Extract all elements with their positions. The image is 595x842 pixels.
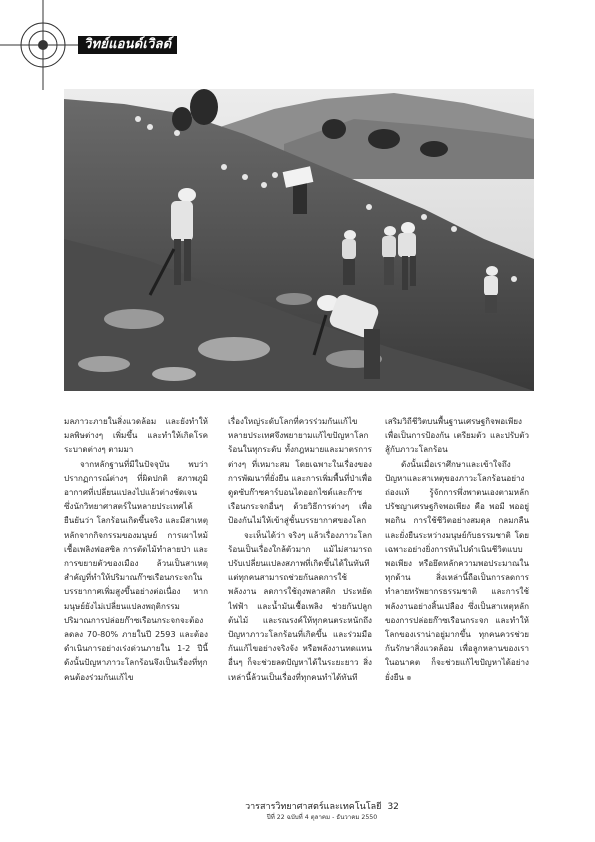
article-paragraph: จะเห็นได้ว่า จริงๆ แล้วเรื่องภาวะโลกร้อนเป็นเรื่องใกล้ตัวมาก แม้ไม่สามารถปรับเปลี่ยนแปลงสภาพที่เกิดขึ้นได้ในทันที แต่ทุกคนสามารถช่วยกันลดการใช้พลังงาน ลดการใช้ถุงพลาสติก ประหยัดไฟฟ้า และน้ำมันเชื้อเพลิง ช่วยกันปลูกต้นไม้ และรณรงค์ให้ทุกคนตระหนักถึงปัญหาภาวะโลกร้อนที่เกิดขึ้น และร่วมมือกันแก้ไขอย่างจริงจัง หรือพลังงานทดแทนอื่นๆ ก็จะช่วยลดปัญหาได้ในระยะยาว สิ่งเหล่านี้ล้วนเป็นเรื่องที่ทุกคนทำได้ทันที	[228, 529, 372, 682]
section-label: วิทย์แอนด์เวิลด์	[78, 36, 177, 54]
footer-line-1	[242, 801, 402, 813]
page-footer	[242, 801, 402, 822]
article-paragraph: จากหลักฐานที่มีในปัจจุบัน พบว่าปรากฏการณ์ต่างๆ ที่ผิดปกติ สภาพภูมิอากาศที่เปลี่ยนแปลงไปแล้วต่างชัดเจน ซึ่งนักวิทยาศาสตร์ในหลายประเทศได้ยืนยันว่า โลกร้อนเกิดขึ้นจริง และมีสาเหตุหลักจากกิจกรรมของมนุษย์ การเผาไหม้เชื้อเพลิงฟอสซิล การตัดไม้ทำลายป่า และการขยายตัวของเมือง ล้วนเป็นสาเหตุสำคัญที่ทำให้ปริมาณก๊าซเรือนกระจกในบรรยากาศเพิ่มสูงขึ้นอย่างต่อเนื่อง หากมนุษย์ยังไม่เปลี่ยนแปลงพฤติกรรม ปริมาณการปล่อยก๊าซเรือนกระจกจะต้องลดลง 70-80% ภายในปี 2593 และต้องดำเนินการอย่างเร่งด่วนภายใน 1-2 ปีนี้ ดังนั้นปัญหาภาวะโลกร้อนจึงเป็นเรื่องที่ทุกคนต้องร่วมกันแก้ไข	[64, 458, 208, 682]
magazine-name: วารสารวิทยาศาสตร์และเทคโนโลยี	[245, 802, 382, 812]
article-body	[64, 414, 534, 799]
article-paragraph: เรื่องใหญ่ระดับโลกที่ควรร่วมกันแก้ไข หลายประเทศจึงพยายามแก้ไขปัญหาโลกร้อนในทุกระดับ ทั้งกฎหมายและมาตรการต่างๆ ที่เหมาะสม โดยเฉพาะในเรื่องของการพัฒนาที่ยั่งยืน และการเพิ่มพื้นที่ป่าเพื่อดูดซับก๊าซคาร์บอนไดออกไซด์และก๊าซเรือนกระจกอื่นๆ ด้วยวิธีการต่างๆ เพื่อป้องกันไม่ให้เข้าสู่ชั้นบรรยากาศของโลก	[228, 416, 372, 526]
article-paragraph: ดังนั้นเมื่อเราศึกษาและเข้าใจถึงปัญหาและสาเหตุของภาวะโลกร้อนอย่างถ่องแท้ รู้จักการพึ่งพาตนเองตามหลักปรัชญาเศรษฐกิจพอเพียง คือ พอมี พออยู่ พอกิน การใช้ชีวิตอย่างสมดุล กลมกลืน และยั่งยืนระหว่างมนุษย์กับธรรมชาติ โดยเฉพาะอย่างยิ่งการหันไปดำเนินชีวิตแบบพอเพียง หรือยึดหลักความพอประมาณในทุกด้าน สิ่งเหล่านี้ถือเป็นการลดการทำลายทรัพยากรธรรมชาติ และการใช้พลังงานอย่างสิ้นเปลือง ซึ่งเป็นสาเหตุหลักของการปล่อยก๊าซเรือนกระจก และทำให้โลกของเราน่าอยู่มากขึ้น ทุกคนควรช่วยกันรักษาสิ่งแวดล้อม เพื่อลูกหลานของเราในอนาคต ก็จะช่วยแก้ไขปัญหาได้อย่างยั่งยืน ๏	[385, 458, 529, 682]
article-paragraph: มลภาวะภายในสิ่งแวดล้อม และยังทำให้มลพิษต่างๆ เพิ่มขึ้น และทำให้เกิดโรคระบาดต่างๆ ตามมา	[64, 416, 208, 455]
article-column-1	[64, 414, 208, 799]
article-photo	[64, 89, 534, 391]
issue-info: ปีที่ 22 ฉบับที่ 4 ตุลาคม - ธันวาคม 2550	[266, 814, 378, 821]
article-paragraph: เสริมวิถีชีวิตบนพื้นฐานเศรษฐกิจพอเพียง เพื่อเป็นการป้องกัน เตรียมตัว และปรับตัวสู้กับภาวะโลกร้อน	[385, 416, 529, 455]
article-column-2	[228, 414, 372, 799]
page-number: 32	[387, 802, 399, 812]
article-column-3	[385, 414, 529, 799]
